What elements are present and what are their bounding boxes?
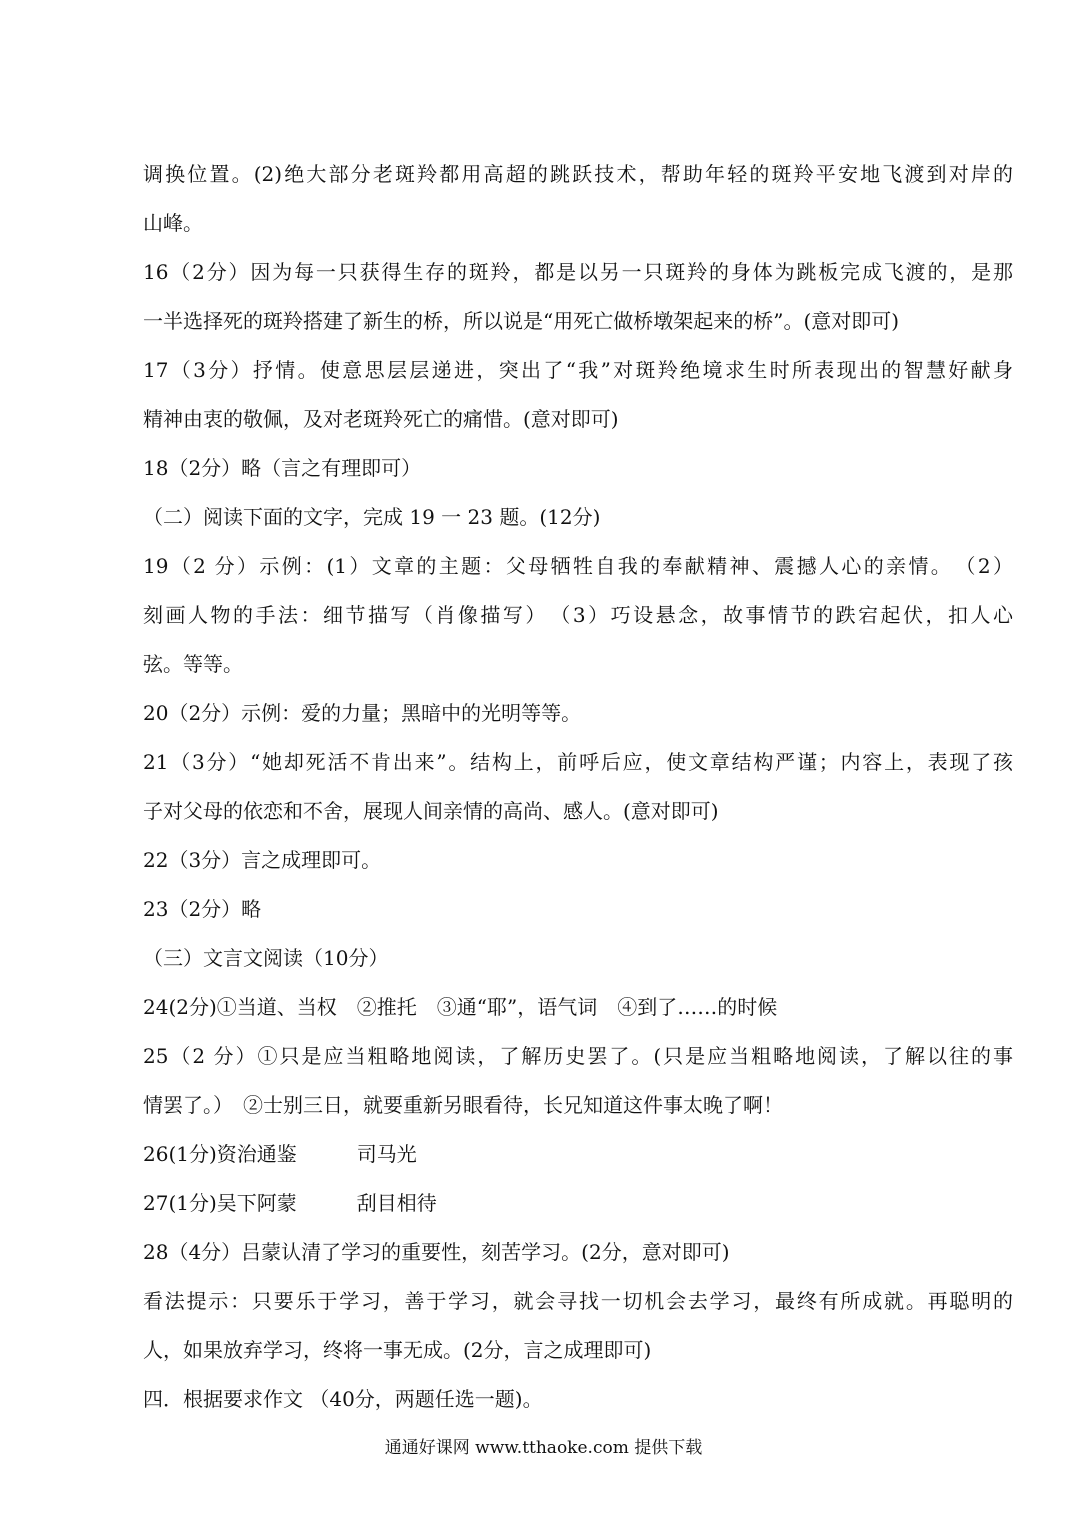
text-line: 一半选择死的斑羚搭建了新生的桥，所以说是“用死亡做桥墩架起来的桥”。(意对即可) <box>143 309 900 333</box>
text-line: 弦。等等。 <box>143 652 243 676</box>
text-line: 27(1分)吴下阿蒙 刮目相待 <box>143 1191 437 1215</box>
text-line: 28（4分）吕蒙认清了学习的重要性，刻苦学习。(2分，意对即可) <box>143 1240 730 1264</box>
text-line: 25（2 分）①只是应当粗略地阅读，了解历史罢了。(只是应当粗略地阅读，了解以往的事 <box>143 1044 1013 1068</box>
text-line: 18（2分）略（言之有理即可） <box>143 456 422 480</box>
text-line: 19（2 分）示例：(1）文章的主题：父母牺牲自我的奉献精神、震撼人心的亲情。 （2） <box>143 554 1013 578</box>
text-line: 22（3分）言之成理即可。 <box>143 848 382 872</box>
text-line: 17（3分）抒情。使意思层层递进，突出了“我”对斑羚绝境求生时所表现出的智慧好献身 <box>143 358 1013 382</box>
text-line: 调换位置。(2)绝大部分老斑羚都用高超的跳跃技术，帮助年轻的斑羚平安地飞渡到对岸的 <box>143 162 1013 186</box>
text-line: 情罢了。） ②士别三日，就要重新另眼看待，长兄知道这件事太晚了啊！ <box>143 1093 783 1117</box>
text-line: 26(1分)资治通鉴 司马光 <box>143 1142 417 1166</box>
section-heading: 四．根据要求作文 （40分，两题任选一题)。 <box>143 1387 543 1411</box>
section-heading: （二）阅读下面的文字，完成 19 一 23 题。(12分) <box>143 505 601 529</box>
text-line: 20（2分）示例：爱的力量；黑暗中的光明等等。 <box>143 701 582 725</box>
footer-source-note: 通通好课网 www.tthaoke.com 提供下载 <box>384 1438 703 1458</box>
text-line: 21（3分）“她却死活不肯出来”。结构上，前呼后应，使文章结构严谨；内容上，表现了孩 <box>143 750 1013 774</box>
text-line: 刻画人物的手法：细节描写（肖像描写） （3）巧设悬念，故事情节的跌宕起伏，扣人心 <box>143 603 1013 627</box>
text-line: 子对父母的依恋和不舍，展现人间亲情的高尚、感人。(意对即可) <box>143 799 719 823</box>
section-heading: （三）文言文阅读（10分） <box>143 946 389 970</box>
text-line: 23（2分）略 <box>143 897 262 921</box>
text-line: 16（2分）因为每一只获得生存的斑羚，都是以另一只斑羚的身体为跳板完成飞渡的，是那 <box>143 260 1013 284</box>
text-line: 山峰。 <box>143 211 203 235</box>
text-line: 精神由衷的敬佩，及对老斑羚死亡的痛惜。(意对即可) <box>143 407 619 431</box>
text-line: 看法提示：只要乐于学习，善于学习，就会寻找一切机会去学习，最终有所成就。再聪明的 <box>143 1289 1013 1313</box>
text-line: 人，如果放弃学习，终将一事无成。(2分，言之成理即可) <box>143 1338 652 1362</box>
text-line: 24(2分)①当道、当权 ②推托 ③通“耶”，语气词 ④到了……的时候 <box>143 995 778 1019</box>
